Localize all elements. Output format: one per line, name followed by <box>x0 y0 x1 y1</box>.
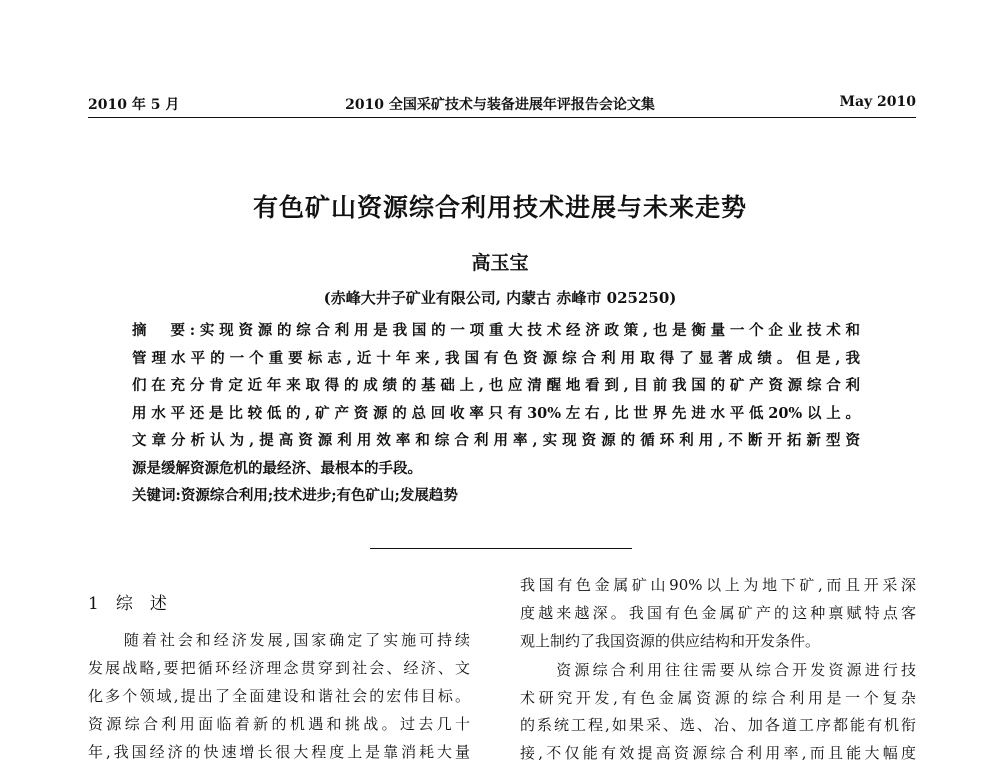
body-line: 化多个领域,提出了全面建设和谐社会的宏伟目标。 <box>88 687 470 705</box>
abstract-line: 们在充分肯定近年来取得的成绩的基础上,也应清醒地看到,目前我国的矿产资源综合利 <box>132 377 860 394</box>
header-date-en: May 2010 <box>839 94 916 110</box>
body-line: 资源综合利用往往需要从综合开发资源进行技 <box>520 661 916 679</box>
body-line: 年,我国经济的快速增长很大程度上是靠消耗大量 <box>88 743 470 760</box>
paper-title: 有色矿山资源综合利用技术进展与未来走势 <box>252 193 747 222</box>
abstract-line: 源是缓解资源危机的最经济、最根本的手段。 <box>132 460 422 477</box>
header-journal: 2010 全国采矿技术与装备进展年评报告会论文集 <box>345 97 655 113</box>
section-heading: 1 综 述 <box>88 594 167 614</box>
body-line: 我国有色金属矿山90%以上为地下矿,而且开采深 <box>520 576 916 594</box>
abstract-line: 管理水平的一个重要标志,近十年来,我国有色资源综合利用取得了显著成绩。但是,我 <box>132 350 860 367</box>
body-line: 度越来越深。我国有色金属矿产的这种禀赋特点客 <box>520 604 916 622</box>
body-line: 观上制约了我国资源的供应结构和开发条件。 <box>520 632 821 650</box>
author: 高玉宝 <box>471 252 529 274</box>
body-line: 随着社会和经济发展,国家确定了实施可持续 <box>88 631 470 649</box>
abstract-line: 用水平还是比较低的,矿产资源的总回收率只有30%左右,比世界先进水平低20%以上。 <box>132 405 860 422</box>
keywords: 关键词:资源综合利用;技术进步;有色矿山;发展趋势 <box>132 487 458 504</box>
body-line: 发展战略,要把循环经济理念贯穿到社会、经济、文 <box>88 659 470 677</box>
body-line: 资源综合利用面临着新的机遇和挑战。过去几十 <box>88 715 470 733</box>
body-line: 接,不仅能有效提高资源综合利用率,而且能大幅度 <box>520 744 916 760</box>
header-date: 2010 年 5 月 <box>88 97 180 113</box>
body-line: 的系统工程,如果采、选、冶、加各道工序都能有机衔 <box>520 716 916 734</box>
abstract-line: 摘 要:实现资源的综合利用是我国的一项重大技术经济政策,也是衡量一个企业技术和 <box>132 322 860 339</box>
header-rule <box>88 117 916 118</box>
abstract-line: 文章分析认为,提高资源利用效率和综合利用率,实现资源的循环利用,不断开拓新型资 <box>132 432 860 449</box>
body-line: 术研究开发,有色金属资源的综合利用是一个复杂 <box>520 689 916 707</box>
section-rule <box>370 548 632 549</box>
affiliation: (赤峰大井子矿业有限公司, 内蒙古 赤峰市 025250) <box>323 289 677 307</box>
